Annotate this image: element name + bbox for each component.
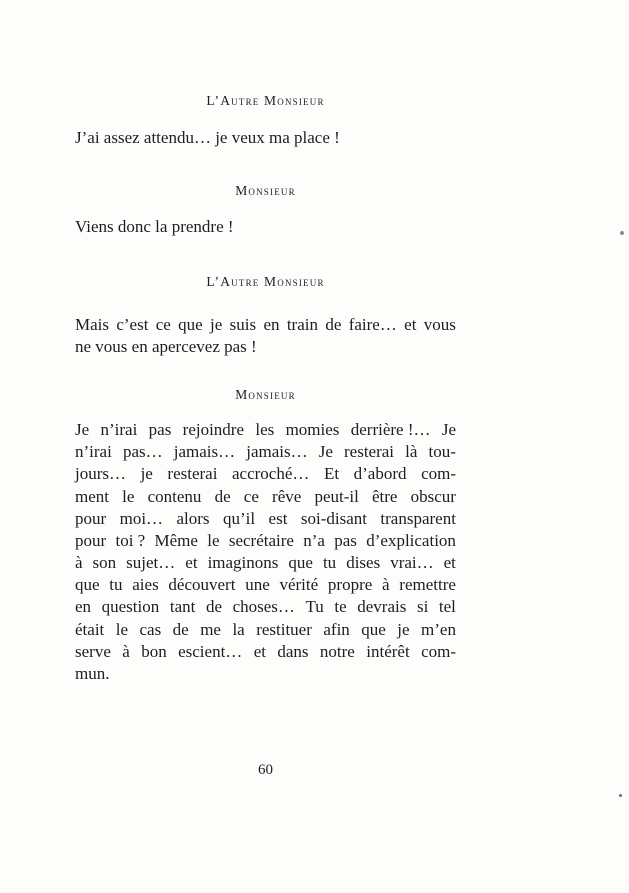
dialogue-line: Mais c’est ce que je suis en train de faire… et vous [75, 314, 456, 334]
scan-artifact-speck [619, 794, 622, 797]
dialogue-line: mun. [75, 663, 110, 683]
speaker-heading-4: Monsieur [235, 387, 296, 402]
speaker-heading-3: L’Autre Monsieur [206, 274, 325, 289]
speaker-heading-1: L’Autre Monsieur [206, 93, 325, 108]
page-number: 60 [258, 762, 273, 778]
dialogue-line: serve à bon escient… et dans notre intérêt com- [75, 641, 456, 661]
speaker-heading-2: Monsieur [235, 183, 296, 198]
dialogue-line: pour toi ? Même le secrétaire n’a pas d’explication [75, 530, 456, 550]
dialogue-line: n’irai pas… jamais… jamais… Je resterai là tou- [75, 442, 456, 462]
dialogue-line: à son sujet… et imaginons que tu dises vrai… et [75, 553, 456, 572]
scan-artifact-speck [620, 231, 624, 235]
dialogue-line: était le cas de me la restituer afin que je m’en [75, 619, 456, 639]
dialogue-line: pour moi… alors qu’il est soi-disant transparent [75, 508, 456, 528]
dialogue-line: que tu aies découvert une vérité propre à remettre [75, 575, 456, 595]
dialogue-line: Je n’irai pas rejoindre les momies derrière !… Je [75, 420, 456, 439]
dialogue-line: jours… je resterai accroché… Et d’abord com- [75, 464, 456, 484]
dialogue-line: ment le contenu de ce rêve peut-il être obscur [75, 486, 456, 506]
dialogue-line: Viens donc la prendre ! [75, 217, 234, 236]
dialogue-line: ne vous en apercevez pas ! [75, 337, 257, 357]
dialogue-line: en question tant de choses… Tu te devrais si tel [75, 597, 456, 617]
dialogue-line: J’ai assez attendu… je veux ma place ! [75, 128, 340, 147]
